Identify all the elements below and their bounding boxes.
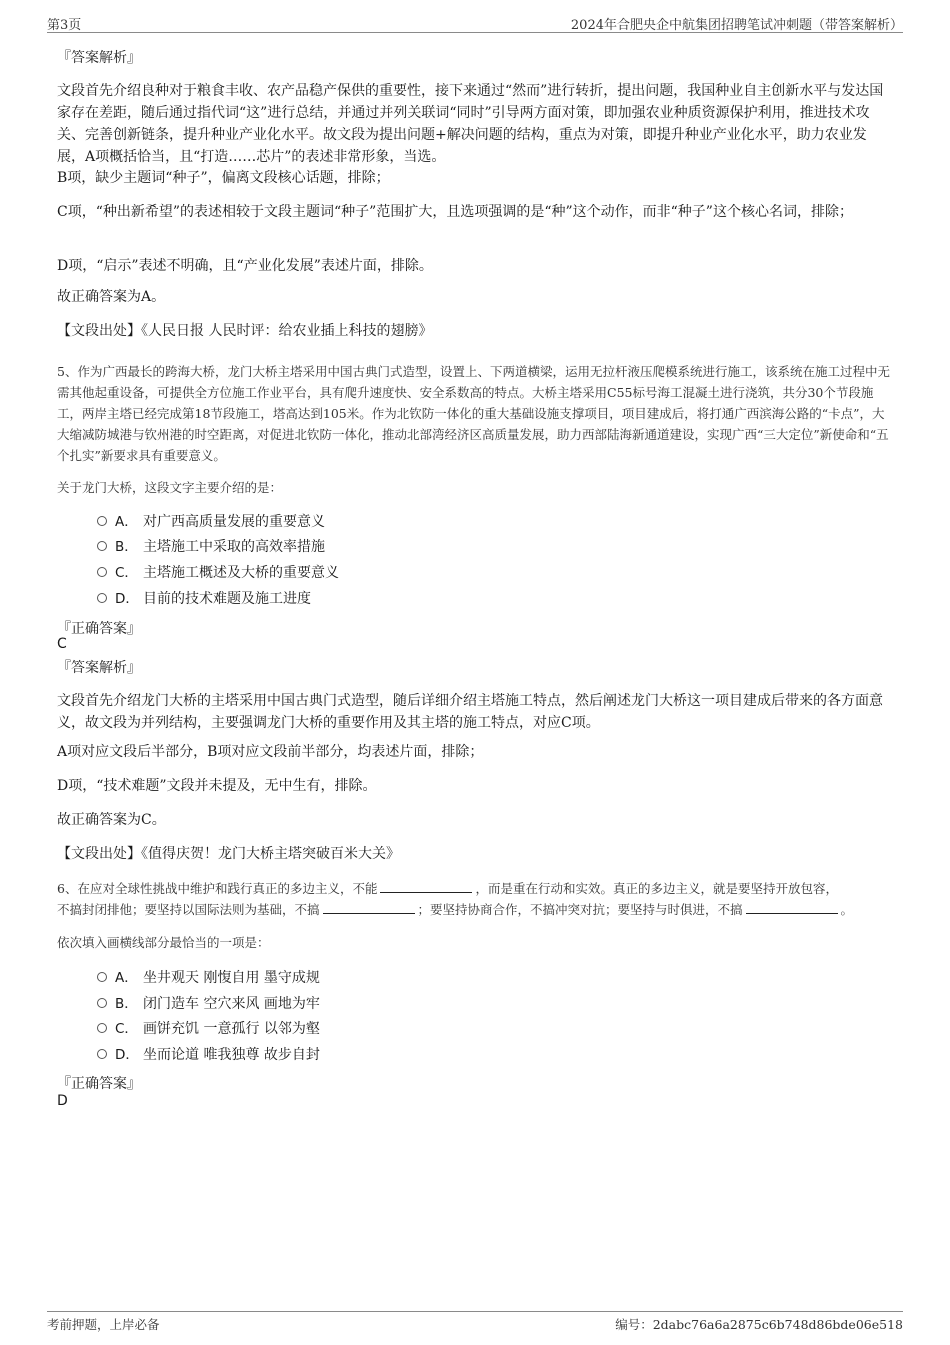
radio-icon[interactable] (97, 516, 107, 526)
radio-icon[interactable] (97, 541, 107, 551)
q6-answer: D (57, 1093, 68, 1109)
q6-option-c[interactable]: C． 画饼充饥 一意孤行 以邻为壑 (97, 1018, 320, 1040)
q5-option-d[interactable]: D． 目前的技术难题及施工进度 (97, 588, 311, 610)
document-id: 编号：2dabc76a6a2875c6b748d86bde06e518 (615, 1317, 903, 1332)
q6-option-d[interactable]: D． 坐而论道 唯我独尊 故步自封 (97, 1044, 320, 1066)
q6-question: 依次填入画横线部分最恰当的一项是： (57, 935, 270, 950)
q5-conclusion: 故正确答案为C。 (57, 812, 166, 828)
q6-stem: 6、在应对全球性挑战中维护和践行真正的多边主义，不能 ，而是重在行动和实效。真正的多边主义，就是要坚持开放包容， 不搞封闭排他；要坚持以国际法则为基础，不搞 ；要坚持协商合作，不搞冲突对抗；要坚持与时俱进，不搞 。 (57, 881, 854, 917)
q5-option-d-note: D项，“技术难题”文段并未提及，无中生有，排除。 (57, 778, 377, 794)
page-header (47, 12, 903, 33)
q5-option-ab-note: A项对应文段后半部分，B项对应文段前半部分，均表述片面，排除； (57, 744, 484, 760)
q5-source: 【文段出处】《值得庆贺！龙门大桥主塔突破百米大关》 (57, 846, 400, 862)
page-footer (47, 1311, 903, 1332)
q5-answer-label: 『正确答案』 (57, 621, 141, 637)
q6-option-a[interactable]: A． 坐井观天 刚愎自用 墨守成规 (97, 967, 320, 989)
radio-icon[interactable] (97, 998, 107, 1008)
page-number: 第3页 (47, 18, 82, 33)
fill-blank-2[interactable] (323, 901, 415, 914)
q4-analysis-label: 『答案解析』 (57, 50, 141, 66)
q5-analysis-label: 『答案解析』 (57, 660, 141, 676)
radio-icon[interactable] (97, 972, 107, 982)
radio-icon[interactable] (97, 1023, 107, 1033)
q4-conclusion: 故正确答案为A。 (57, 289, 166, 305)
q6-option-b[interactable]: B． 闭门造车 空穴来风 画地为牢 (97, 993, 320, 1015)
q4-option-c-note: C项，“种出新希望”的表述相较于文段主题词“种子”范围扩大，且选项强调的是“种”这个动作，而非“种子”这个核心名词，排除； (57, 204, 853, 220)
q5-option-a[interactable]: A． 对广西高质量发展的重要意义 (97, 511, 325, 533)
document-title: 2024年合肥央企中航集团招聘笔试冲刺题（带答案解析） (570, 18, 903, 33)
footer-slogan: 考前押题，上岸必备 (47, 1317, 160, 1332)
q5-question: 关于龙门大桥，这段文字主要介绍的是： (57, 480, 283, 495)
radio-icon[interactable] (97, 1049, 107, 1059)
radio-icon[interactable] (97, 593, 107, 603)
radio-icon[interactable] (97, 567, 107, 577)
q5-stem: 5、作为广西最长的跨海大桥，龙门大桥主塔采用中国古典门式造型，设置上、下两道横梁，运用无拉杆液压爬模系统进行施工，该系统在施工过程中无需其他起重设备，可提供全方位施工作业平台，具有爬升速度快、安全系数高的特点。大桥主塔采用C55标号海工混凝土进行浇筑，共分30个节段施工，两岸主塔已经完成第18节段施工，塔高达到105米。作为北钦防一体化的重大基础设施支撑项目，项目建成后，将打通广西滨海公路的“卡点”，大大缩减防城港与钦州港的时空距离，对促进北钦防一体化，推动北部湾经济区高质量发展，助力西部陆海新通道建设，实现广西“三大定位”新使命和“五个扎实”新要求具有重要意义。 (57, 364, 890, 463)
q4-option-b-note: B项，缺少主题词“种子”，偏离文段核心话题，排除； (57, 170, 390, 186)
q4-option-d-note: D项，“启示”表述不明确，且“产业化发展”表述片面，排除。 (57, 258, 433, 274)
q5-option-b[interactable]: B． 主塔施工中采取的高效率措施 (97, 536, 325, 558)
q5-option-c[interactable]: C． 主塔施工概述及大桥的重要意义 (97, 562, 339, 584)
q6-answer-label: 『正确答案』 (57, 1076, 141, 1092)
q5-answer: C (57, 636, 67, 652)
fill-blank-1[interactable] (380, 880, 472, 893)
fill-blank-3[interactable] (746, 901, 838, 914)
q4-source: 【文段出处】《人民日报 人民时评：给农业插上科技的翅膀》 (57, 323, 433, 339)
q5-analysis: 文段首先介绍龙门大桥的主塔采用中国古典门式造型，随后详细介绍主塔施工特点，然后阐述龙门大桥这一项目建成后带来的各方面意义，故文段为并列结构，主要强调龙门大桥的重要作用及其主塔的施工特点，对应C项。 (57, 693, 883, 731)
q4-analysis: 文段首先介绍良种对于粮食丰收、农产品稳产保供的重要性，接下来通过“然而”进行转折，提出问题，我国种业自主创新水平与发达国家存在差距，随后通过指代词“这”进行总结，并通过并列关联词“同时”引导两方面对策，即加强农业种质资源保护利用，推进技术攻关、完善创新链条，提升种业产业化水平。故文段为提出问题+解决问题的结构，重点为对策，即提升种业产业化水平，助力农业发展，A项概括恰当，且“打造……芯片”的表述非常形象，当选。 (57, 83, 884, 165)
